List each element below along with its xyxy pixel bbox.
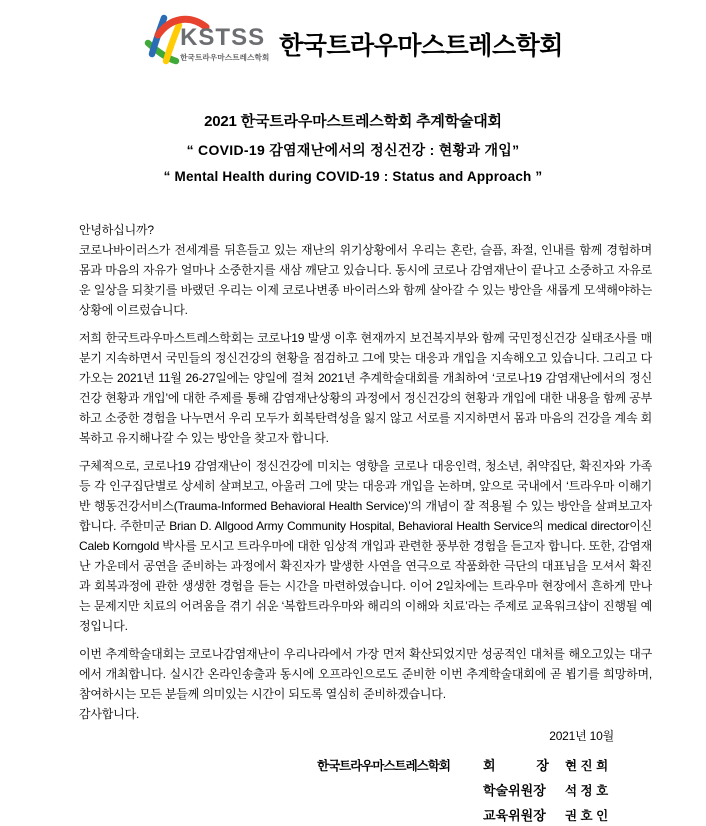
- conference-title-korean: 2021 한국트라우마스트레스학회 추계학술대회: [204, 113, 502, 130]
- signature-row: [0, 808, 613, 824]
- paragraph-3: 구체적으로, 코로나19 감염재난이 정신건강에 미치는 영향을 코로나 대응인력, 청소년, 취약집단, 확진자와 가족 등 각 인구집단별로 상세히 살펴보고, 아울러 그에 맞는 대응과 개입을 논하며, 앞으로 국내에서 ‘트라우마 이해기반 행동건강서비스(Trauma-Informed Behavioral Health Service)’의 개념이 잘 적용될 수 있는 방안을 살펴보고자 합니다. 주한미군 Brian D. Allgood Army Community Hospital, Behavioral Health Service의 medical director이신 Caleb Korngold 박사를 모시고 트라우마에 대한 임상적 개입과 관련한 풍부한 경험을 듣고자 합니다. 또한, 감염재난 가운데서 공연을 준비하는 과정에서 확진자가 발생한 사연을 연극으로 작품화한 극단의 대표님을 모셔서 확진과 회복과정에 관한 생생한 경험을 듣는 시간을 마련하였습니다. 이어 2일차에는 트라우마 현장에서 흔하게 만나는 문제지만 치료의 어려움을 겪기 쉬운 ‘복합트라우마와 해리의 이해와 치료’라는 주제로 교육워크샵이 진행될 예정입니다.: [79, 459, 652, 633]
- kstss-logo: [143, 12, 271, 70]
- conference-subtitle-english: “ Mental Health during COVID-19 : Status and Approach ”: [163, 169, 543, 184]
- closing-thanks: 감사합니다.: [79, 707, 140, 721]
- letterhead: [0, 0, 706, 70]
- signature-name-education-chair: 권 호 인: [565, 809, 609, 823]
- conference-title-block: [0, 110, 706, 184]
- date-line: 2021년 10월: [549, 729, 614, 743]
- letter-body: [0, 220, 706, 746]
- logo-subtext: 한국트라우마스트레스학회: [180, 53, 270, 62]
- signature-name-academic-chair: 석 정 호: [565, 784, 609, 798]
- conference-subtitle-korean: “ COVID-19 감염재난에서의 정신건강 : 현황과 개입”: [186, 142, 520, 158]
- logo-text: [180, 26, 269, 63]
- greeting: 안녕하십니까?: [79, 223, 154, 237]
- signature-name-president: 현 진 희: [565, 759, 609, 773]
- paragraph-1: 코로나바이러스가 전세계를 뒤흔들고 있는 재난의 위기상황에서 우리는 혼란, 슬픔, 좌절, 인내를 함께 경험하며 몸과 마음의 자유가 얼마나 소중한지를 새삼 깨닫고 있습니다. 동시에 코로나 감염재난이 끝나고 소중하고 자유로운 일상을 되찾기를 바랬던 우리는 이제 코로나변종 바이러스와 함께 살아갈 수 있는 방안을 새롭게 모색해야하는 상황에 이르렀습니다.: [79, 243, 652, 317]
- signature-row: [0, 783, 613, 799]
- signature-org-name: 한국트라우마스트레스학회: [317, 759, 450, 773]
- signature-row: [0, 758, 613, 774]
- signature-role-president: 회 장: [483, 758, 549, 773]
- paragraph-4: 이번 추계학술대회는 코로나감염재난이 우리나라에서 가장 먼저 확산되었지만 성공적인 대처를 해오고있는 대구에서 개최합니다. 실시간 온라인송출과 동시에 오프라인으로도 준비한 이번 추계학술대회에 곧 뵙기를 희망하며, 참여하시는 모든 분들께 의미있는 시간이 되도록 열심히 준비하겠습니다.: [79, 647, 652, 701]
- logo-acronym: KSTSS: [180, 24, 266, 51]
- signature-block: [0, 758, 706, 824]
- logo-stroke-yellow: [166, 25, 179, 61]
- signature-role-academic-chair: 학술위원장: [483, 783, 546, 798]
- signature-role-education-chair: 교육위원장: [483, 808, 546, 823]
- paragraph-2: 저희 한국트라우마스트레스학회는 코로나19 발생 이후 현재까지 보건복지부와 함께 국민정신건강 실태조사를 매 분기 지속하면서 국민들의 정신건강의 현황을 점검하고 그에 맞는 대응과 개입을 지속해오고 있습니다. 그리고 다가오는 2021년 11월 26-27일에는 양일에 걸쳐 2021년 추계학술대회를 개최하여 ‘코로나19 감염재난에서의 정신건강 현황과 개입’에 대한 주제를 통해 감염재난상황의 과정에서 정신건강의 현황과 개입에 대한 내용을 함께 공부하고 소중한 경험을 나누면서 우리 모두가 회복탄력성을 잃지 않고 서로를 지지하면서 몸과 마음의 건강을 계속 회복하고 유지해나갈 수 있는 방안을 찾고자 합니다.: [79, 331, 652, 445]
- organization-title: 한국트라우마스트레스학회: [279, 32, 563, 60]
